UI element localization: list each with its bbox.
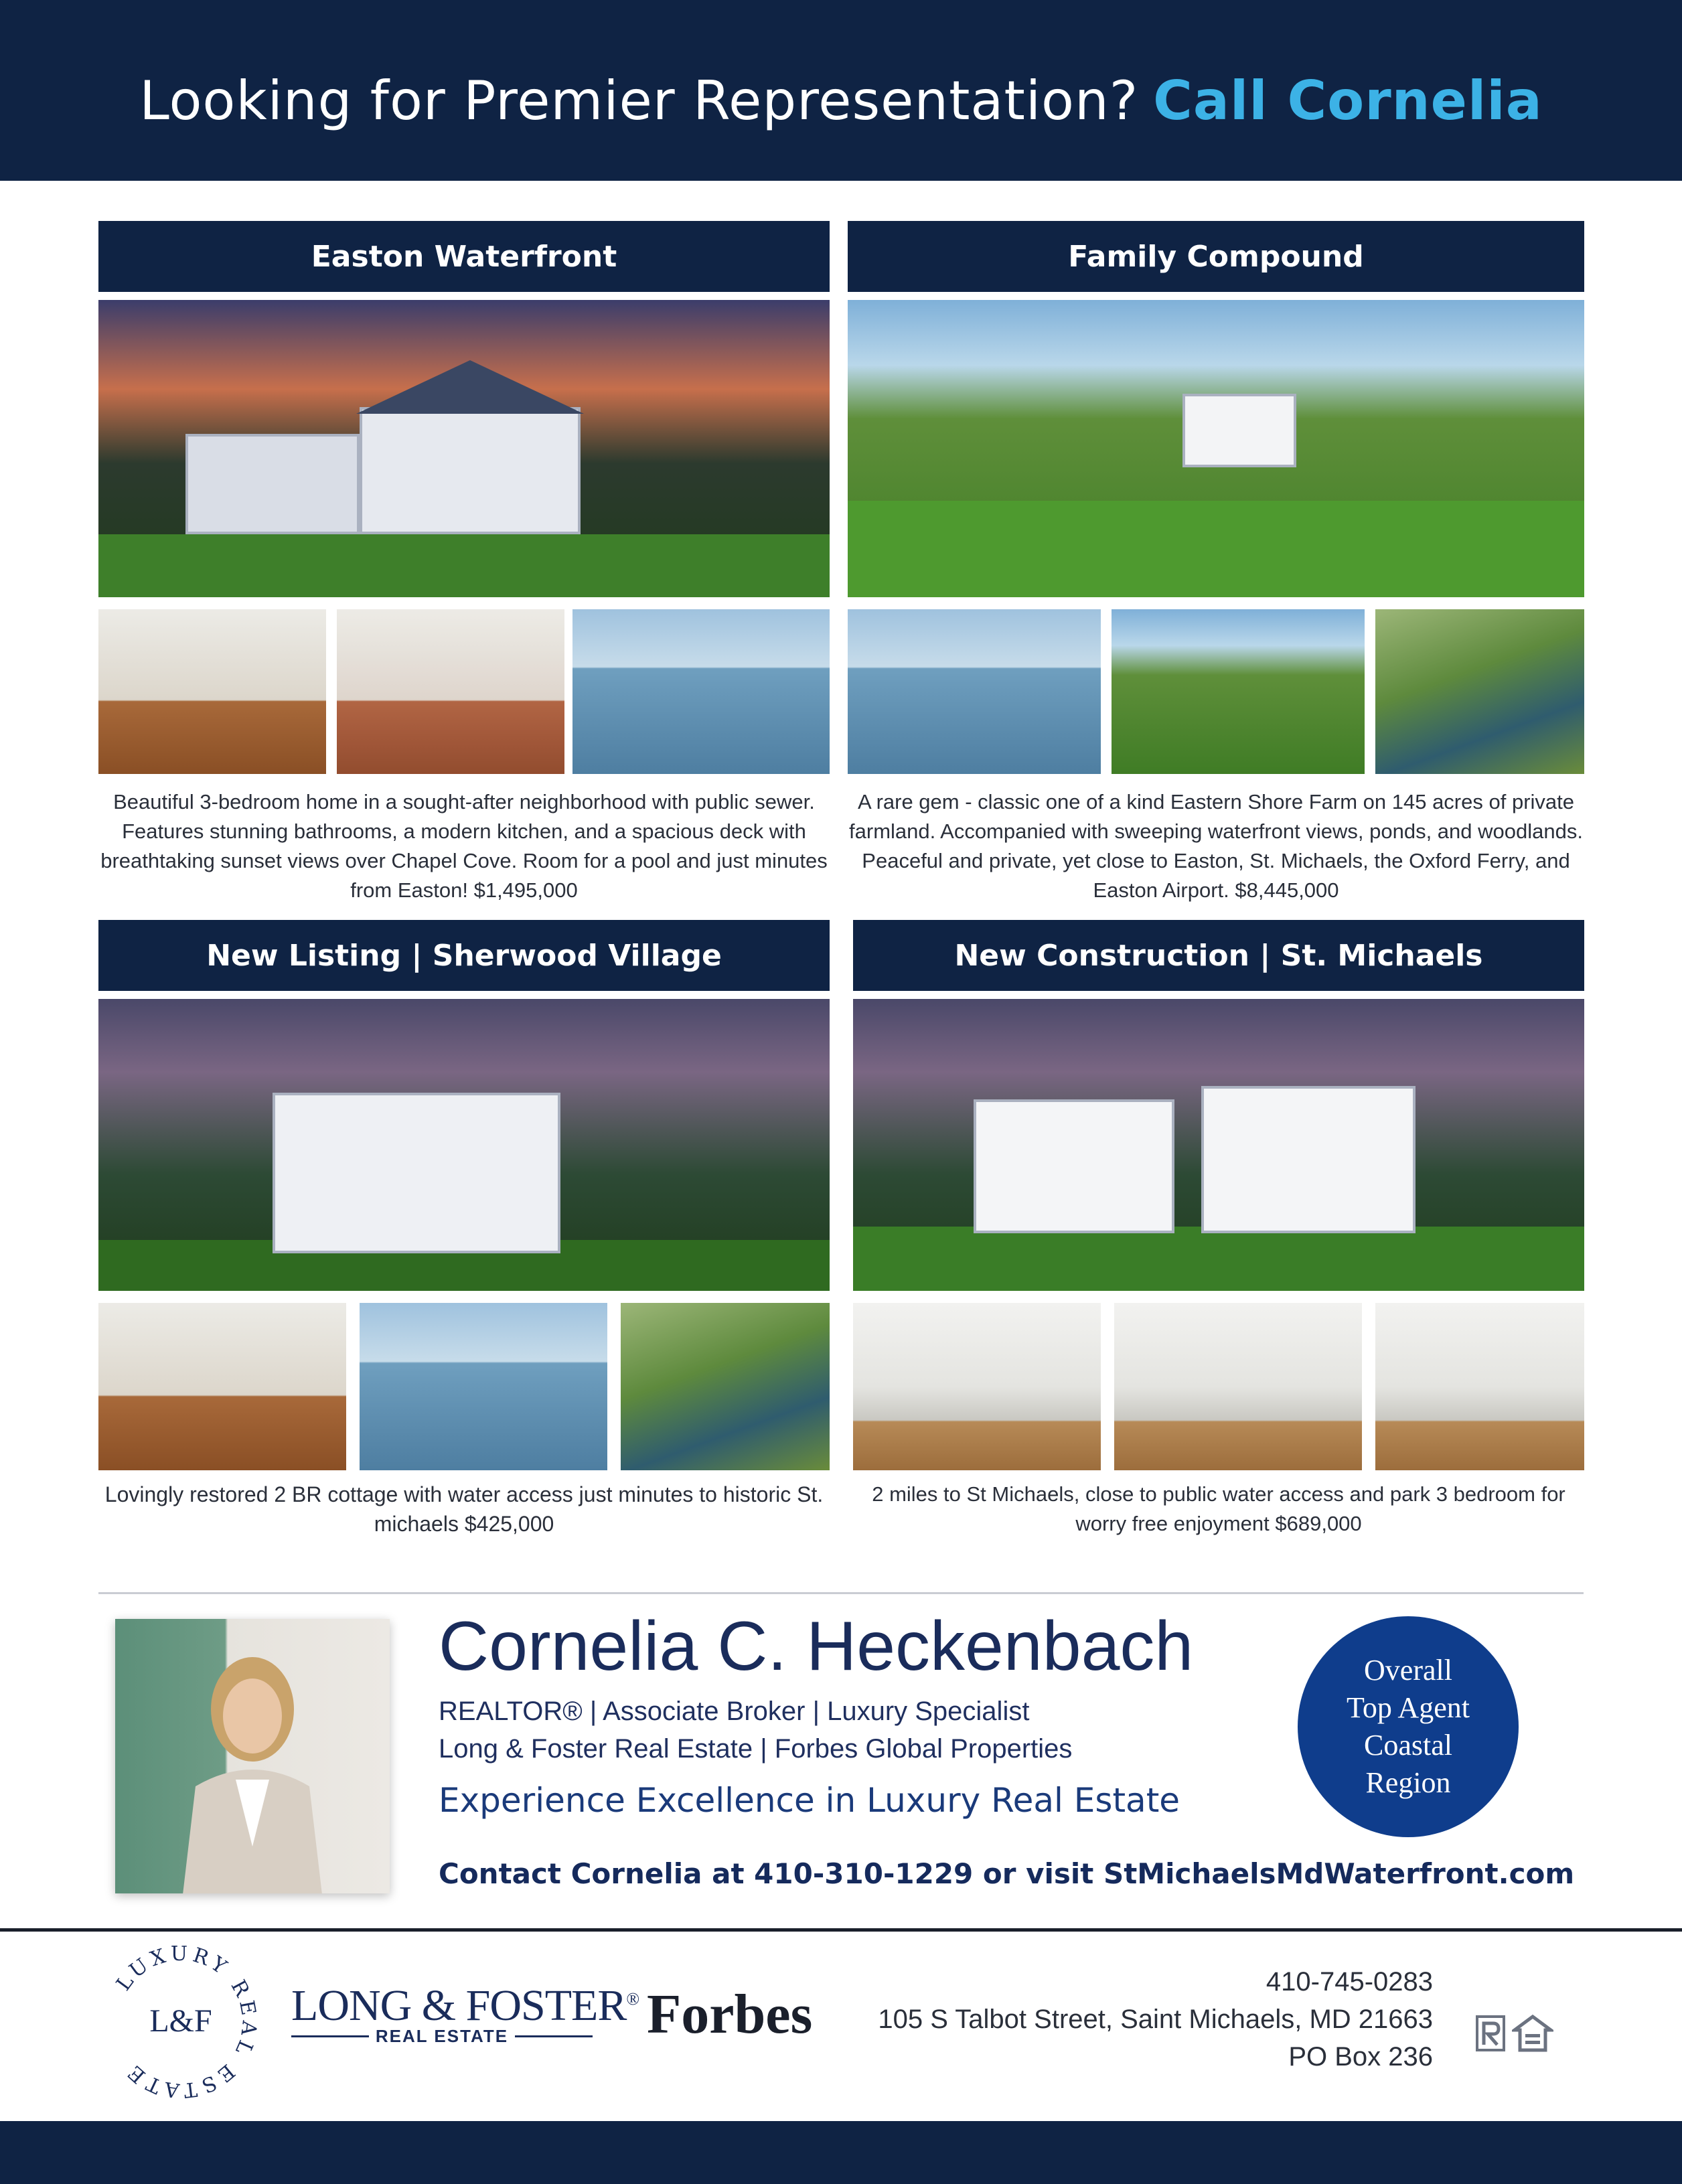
equal-housing-icon bbox=[1512, 2014, 1553, 2053]
listing-thumb-dining bbox=[98, 609, 326, 774]
badge-line: Coastal bbox=[1364, 1729, 1452, 1762]
office-po-box: PO Box 236 bbox=[1288, 2042, 1433, 2072]
listing-thumb-dining bbox=[98, 1303, 346, 1470]
listing-thumb-living bbox=[337, 609, 564, 774]
agent-titles: REALTOR® | Associate Broker | Luxury Specialist bbox=[439, 1697, 1030, 1726]
listing-thumb-aerial bbox=[621, 1303, 830, 1470]
office-phone: 410-745-0283 bbox=[1266, 1967, 1433, 1997]
forbes-logo: Forbes bbox=[647, 1983, 813, 2045]
listing-title: New Construction | St. Michaels bbox=[853, 920, 1584, 991]
listing-thumb-water bbox=[360, 1303, 607, 1470]
long-foster-sub: REAL ESTATE bbox=[375, 2026, 509, 2046]
listing-title: Easton Waterfront bbox=[98, 221, 830, 292]
footer-band bbox=[0, 2121, 1682, 2184]
title-main: Looking for Premier Representation? bbox=[139, 69, 1139, 132]
badge-line: Top Agent bbox=[1347, 1691, 1470, 1724]
luxury-real-estate-logo bbox=[100, 1942, 261, 2102]
listing-main-photo bbox=[848, 300, 1584, 597]
listing-main-photo bbox=[853, 999, 1584, 1291]
agent-photo bbox=[115, 1619, 390, 1893]
listing-main-photo bbox=[98, 999, 830, 1291]
listing-thumb-aerial bbox=[1375, 609, 1584, 774]
listing-description: Beautiful 3-bedroom home in a sought-after neighborhood with public sewer. Features stunning bathrooms, a modern kitchen, and a spacious deck with breathtaking sunset views over Chapel Cove. Room for a pool and just minutes from Easton! $1,495,000 bbox=[100, 790, 828, 902]
agent-figure bbox=[169, 1646, 336, 1893]
listing-thumb-island bbox=[1375, 1303, 1584, 1470]
agent-company: Long & Foster Real Estate | Forbes Global Properties bbox=[439, 1734, 1073, 1764]
agent-tagline: Experience Excellence in Luxury Real Estate bbox=[439, 1781, 1180, 1820]
badge-line: Overall bbox=[1364, 1654, 1452, 1687]
listing-card-sherwood-village bbox=[98, 920, 830, 1543]
listing-description: A rare gem - classic one of a kind Eastern Shore Farm on 145 acres of private farmland. Accompanied with sweeping waterfront views, ponds, and woodlands. Peaceful and private, yet close to Easton, St. Michaels, the Oxford Ferry, and Easton Airport. $8,445,000 bbox=[849, 790, 1583, 902]
listing-thumb-kitchen bbox=[853, 1303, 1101, 1470]
office-info bbox=[878, 1963, 1433, 2076]
listing-thumb-pool bbox=[1112, 609, 1365, 774]
svg-text:L&F: L&F bbox=[149, 2003, 212, 2039]
award-badge bbox=[1298, 1616, 1519, 1837]
listing-card-new-construction bbox=[853, 920, 1584, 1543]
realtor-icon bbox=[1476, 2015, 1505, 2051]
agent-contact[interactable]: Contact Cornelia at 410-310-1229 or visit StMichaelsMdWaterfront.com bbox=[439, 1857, 1575, 1890]
section-divider bbox=[98, 1592, 1584, 1594]
title-accent: Call Cornelia bbox=[1153, 69, 1543, 132]
listing-card-easton bbox=[98, 221, 830, 911]
listing-thumb-pier bbox=[848, 609, 1101, 774]
listing-main-photo bbox=[98, 300, 830, 597]
long-foster-registered-mark: ® bbox=[626, 1989, 639, 2009]
listing-title: New Listing | Sherwood Village bbox=[98, 920, 830, 991]
listing-description: 2 miles to St Michaels, close to public water access and park 3 bedroom for worry free enjoyment $689,000 bbox=[872, 1482, 1565, 1535]
listing-card-family-compound bbox=[848, 221, 1584, 911]
footer-divider bbox=[0, 1928, 1682, 1932]
page-title bbox=[0, 0, 1682, 201]
listing-thumb-dock bbox=[572, 609, 830, 774]
agent-name: Cornelia C. Heckenbach bbox=[439, 1608, 1194, 1685]
listing-title: Family Compound bbox=[848, 221, 1584, 292]
listing-description: Lovingly restored 2 BR cottage with water access just minutes to historic St. michaels $425,000 bbox=[104, 1482, 824, 1536]
badge-line: Region bbox=[1365, 1766, 1451, 1799]
long-foster-name: LONG & FOSTER bbox=[291, 1981, 627, 2030]
listing-thumb-open-plan bbox=[1114, 1303, 1362, 1470]
svg-text:LUXURY REAL ESTATE: LUXURY REAL ESTATE bbox=[111, 1942, 261, 2102]
office-address: 105 S Talbot Street, Saint Michaels, MD 21663 bbox=[878, 2005, 1433, 2034]
long-foster-logo bbox=[291, 1980, 639, 2047]
